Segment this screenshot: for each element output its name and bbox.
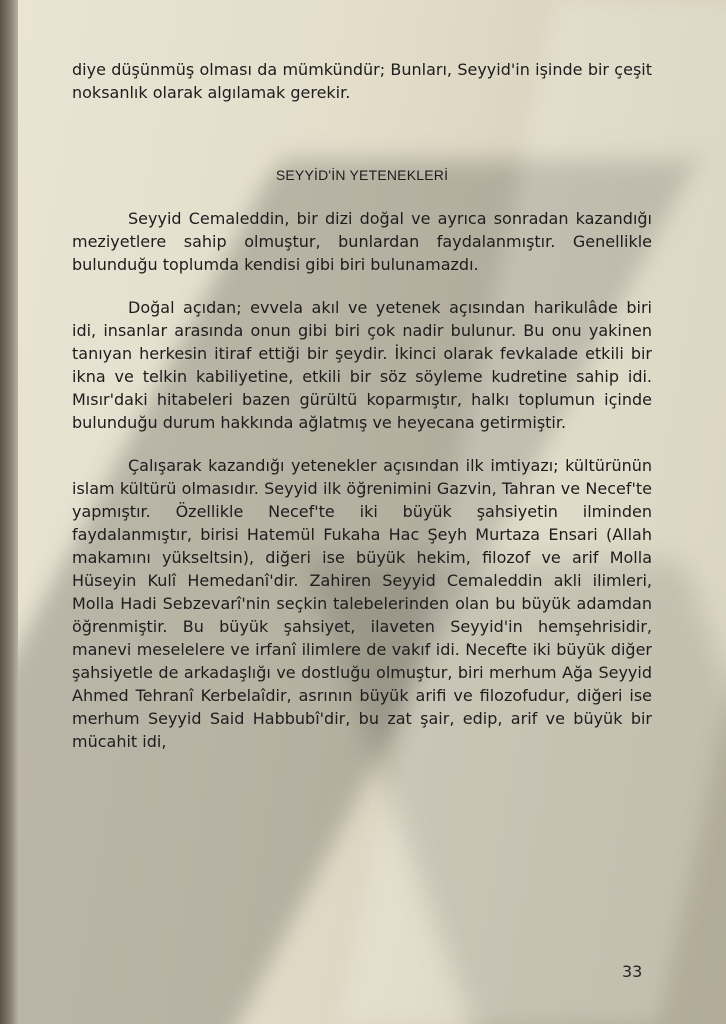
lead-paragraph: diye düşünmüş olması da mümkündür; Bunları, Seyyid'in işinde bir çeşit noksanlık olarak algılamak gerekir.: [72, 60, 652, 102]
paragraph-1: Seyyid Cemaleddin, bir dizi doğal ve ayrıca sonradan kazandığı meziyetlere sahip olmuştur, bunlardan faydalanmıştır. Genellikle bulunduğu toplumda kendisi gibi biri bulunamazdı.: [72, 209, 652, 274]
paragraph-3: Çalışarak kazandığı yetenekler açısından ilk imtiyazı; kültürünün islam kültürü olmasıdır. Seyyid ilk öğrenimini Gazvin, Tahran ve Necef'te yapmıştır. Özellikle Necef'te iki büyük şahsiyetin ilminden faydalanmıştır, birisi Hatemül Fukaha Hac Şeyh Murtaza Ensari (Allah makamını yükseltsin), diğeri ise büyük hekim, filozof ve arif Molla Hüseyin Kulî Hemedanî'dir. Zahiren Seyyid Cemaleddin akli ilimleri, Molla Hadi Sebzevarî'nin seçkin talebelerinden olan bu büyük adamdan öğrenmiştir. Bu büyük şahsiyet, ilaveten Seyyid'in hemşehrisidir, manevi meselelere ve irfanî ilimlere de vakıf idi. Necefte iki büyük diğer şahsiyetle de arkadaşlığı ve dostluğu olmuştur, biri merhum Ağa Seyyid Ahmed Tehranî Kerbelaîdir, asrının büyük arifi ve filozofudur, diğeri ise merhum Seyyid Said Habbubî'dir, bu zat şair, edip, arif ve büyük bir mücahit idi,: [72, 456, 652, 751]
page-number: 33: [622, 962, 643, 981]
book-spine: [0, 0, 18, 1024]
section-heading: SEYYİD'İN YETENEKLERİ: [275, 167, 449, 183]
paragraph-2: Doğal açıdan; evvela akıl ve yetenek açısından harikulâde biri idi, insanlar arasında onun gibi biri çok nadir bulunur. Bu onu yakinen tanıyan herkesin itiraf ettiği bir şeydir. İkinci olarak fevkalade etkili bir ikna ve telkin kabiliyetine, etkili bir söz söyleme kudretine sahip idi. Mısır'daki hitabeleri bazen gürültü koparmıştır, halkı toplumun içinde bulunduğu durum hakkında ağlatmış ve heyecana getirmiştir.: [72, 298, 652, 432]
page-text: [72, 58, 652, 773]
